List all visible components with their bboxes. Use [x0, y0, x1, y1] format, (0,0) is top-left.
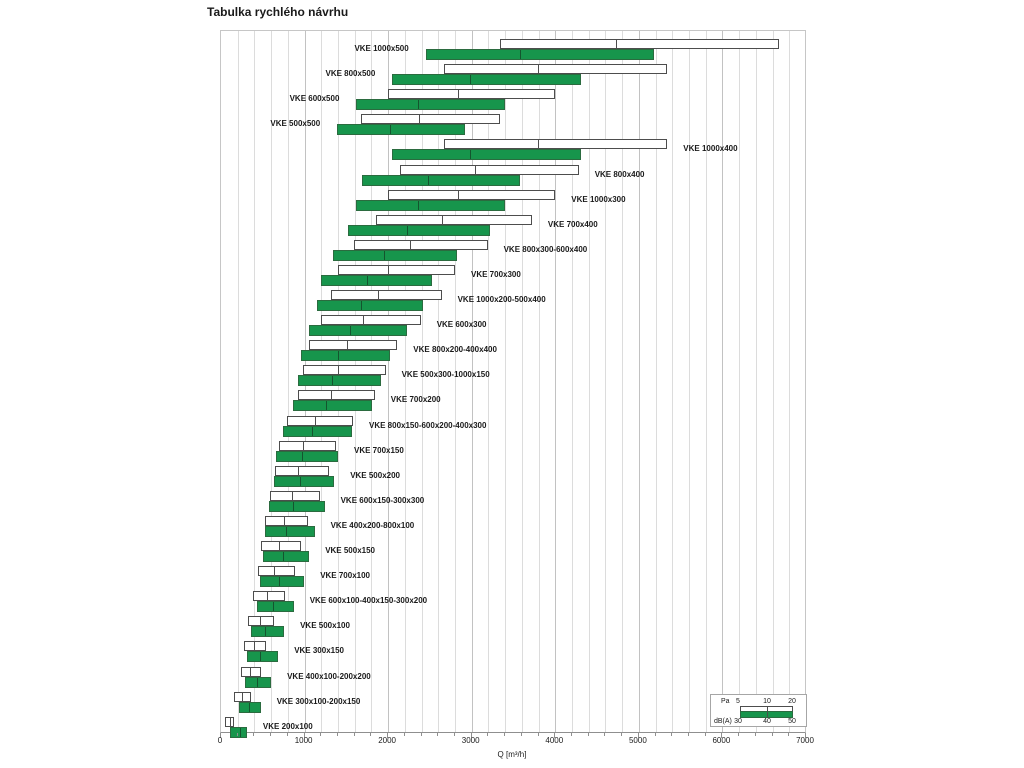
gridline-minor — [539, 31, 540, 732]
x-tick-minor — [772, 733, 773, 736]
db-bar — [333, 250, 457, 261]
x-tick-minor — [504, 733, 505, 736]
row-label: VKE 700x300 — [471, 269, 521, 279]
chart-title: Tabulka rychlého návrhu — [207, 5, 349, 19]
x-tick-minor — [253, 733, 254, 736]
legend-db-bar — [740, 711, 793, 718]
plot-area — [220, 30, 806, 733]
row-label: VKE 600x150-300x300 — [340, 495, 425, 505]
row-label: VKE 1000x200-500x400 — [457, 295, 546, 304]
x-tick-minor — [671, 733, 672, 736]
x-tick-minor — [755, 733, 756, 736]
pa-bar — [338, 265, 455, 275]
pa-bar-mid-tick — [284, 517, 285, 525]
pa-bar-mid-tick — [458, 90, 459, 98]
legend-pa-label: Pa — [721, 698, 730, 705]
x-tick-label: 0 — [217, 736, 223, 745]
legend-pa-tick-5: 5 — [736, 698, 740, 705]
pa-bar — [321, 315, 421, 325]
row-label: VKE 500x150 — [325, 546, 376, 555]
row-label: VKE 1000x300 — [571, 194, 626, 204]
pa-bar — [500, 39, 779, 49]
gridline-minor — [739, 31, 740, 732]
db-bar-mid-tick — [279, 577, 280, 586]
db-bar-mid-tick — [338, 351, 339, 360]
row-label: VKE 200x100 — [262, 721, 313, 731]
db-bar — [321, 275, 433, 286]
x-tick-label: 3000 — [461, 736, 480, 745]
pa-bar-mid-tick — [303, 442, 304, 450]
pa-bar-mid-tick — [242, 693, 243, 701]
x-tick-label: 4000 — [545, 736, 564, 745]
db-bar-mid-tick — [361, 301, 362, 310]
legend-pa-tick-20: 20 — [788, 698, 796, 705]
gridline-major — [555, 31, 556, 732]
db-bar — [317, 300, 424, 311]
db-bar — [260, 576, 304, 587]
gridline-minor — [689, 31, 690, 732]
x-tick-minor — [421, 733, 422, 736]
db-bar-mid-tick — [240, 728, 241, 737]
db-bar — [362, 175, 520, 186]
db-bar-mid-tick — [260, 652, 261, 661]
pa-bar — [244, 641, 267, 651]
row-label: VKE 700x400 — [547, 219, 598, 229]
db-bar — [274, 476, 334, 487]
db-bar-mid-tick — [286, 527, 287, 536]
db-bar — [276, 451, 338, 462]
gridline-minor — [572, 31, 573, 732]
db-bar — [265, 526, 314, 537]
pa-bar-mid-tick — [347, 341, 348, 349]
pa-bar-mid-tick — [298, 467, 299, 475]
db-bar-mid-tick — [300, 477, 301, 486]
gridline-minor — [789, 31, 790, 732]
row-label: VKE 1000x500 — [354, 44, 409, 53]
pa-bar — [265, 516, 309, 526]
legend-box — [710, 694, 807, 727]
pa-bar-mid-tick — [616, 40, 617, 48]
row-label: VKE 600x300 — [436, 320, 487, 330]
x-tick-minor — [588, 733, 589, 736]
pa-bar-mid-tick — [475, 166, 476, 174]
gridline-minor — [522, 31, 523, 732]
db-bar-mid-tick — [249, 703, 250, 712]
x-tick-label: 1000 — [294, 736, 313, 745]
pa-bar — [303, 365, 385, 375]
pa-bar-mid-tick — [363, 316, 364, 324]
row-label: VKE 300x100-200x150 — [276, 696, 361, 706]
gridline-minor — [773, 31, 774, 732]
gridline-minor — [422, 31, 423, 732]
pa-bar-mid-tick — [292, 492, 293, 500]
row-label: VKE 400x200-800x100 — [330, 520, 415, 530]
x-tick-minor — [437, 733, 438, 736]
pa-bar-mid-tick — [388, 266, 389, 274]
x-tick-label: 5000 — [628, 736, 647, 745]
x-tick-minor — [521, 733, 522, 736]
row-label: VKE 800x300-600x400 — [503, 244, 588, 254]
db-bar — [269, 501, 325, 512]
row-label: VKE 700x200 — [390, 395, 441, 405]
pa-bar-mid-tick — [279, 542, 280, 550]
pa-bar — [444, 139, 667, 149]
pa-bar — [253, 591, 285, 601]
x-tick-label: 2000 — [378, 736, 396, 745]
gridline-minor — [438, 31, 439, 732]
row-label: VKE 500x100 — [300, 621, 350, 631]
db-bar-mid-tick — [257, 678, 258, 687]
pa-bar-mid-tick — [538, 65, 539, 73]
legend-db-tick-50: 50 — [788, 718, 796, 725]
db-bar — [356, 99, 505, 110]
x-tick-minor — [270, 733, 271, 736]
legend-db-tick-40: 40 — [763, 718, 771, 725]
row-label: VKE 800x150-600x200-400x300 — [369, 420, 487, 430]
pa-bar — [376, 215, 531, 225]
db-bar-mid-tick — [350, 326, 351, 335]
pa-bar-mid-tick — [419, 115, 420, 123]
db-bar-mid-tick — [293, 502, 294, 511]
pa-bar-mid-tick — [410, 241, 411, 249]
db-bar — [251, 626, 284, 637]
db-bar-mid-tick — [332, 376, 333, 385]
db-bar — [356, 200, 505, 211]
db-bar-mid-tick — [428, 176, 429, 185]
x-tick-minor — [688, 733, 689, 736]
pa-bar — [275, 466, 329, 476]
gridline-minor — [488, 31, 489, 732]
pa-bar — [309, 340, 397, 350]
row-label: VKE 700x100 — [320, 571, 371, 581]
row-label: VKE 500x300-1000x150 — [401, 370, 490, 380]
gridline-minor — [622, 31, 623, 732]
db-bar — [293, 400, 373, 411]
pa-bar — [258, 566, 295, 576]
row-label: VKE 1000x400 — [683, 144, 738, 154]
db-bar — [298, 375, 381, 386]
db-bar-mid-tick — [418, 201, 419, 210]
db-bar — [257, 601, 294, 612]
db-bar — [301, 350, 390, 361]
pa-bar — [279, 441, 337, 451]
gridline-major — [639, 31, 640, 732]
pa-bar-mid-tick — [315, 417, 316, 425]
pa-bar — [388, 89, 555, 99]
legend-pa-tick-10: 10 — [763, 698, 771, 705]
x-tick-label: 7000 — [796, 736, 814, 745]
pa-bar-mid-tick — [250, 668, 251, 676]
db-bar — [247, 651, 278, 662]
db-bar — [426, 49, 654, 60]
db-bar — [263, 551, 309, 562]
row-label: VKE 300x150 — [294, 646, 345, 656]
pa-bar-mid-tick — [458, 191, 459, 199]
row-label: VKE 400x100-200x200 — [287, 671, 371, 681]
db-bar-mid-tick — [367, 276, 368, 285]
pa-bar-mid-tick — [254, 642, 255, 650]
pa-bar — [287, 416, 353, 426]
db-bar-mid-tick — [418, 100, 419, 109]
pa-bar-mid-tick — [230, 718, 231, 726]
db-bar — [239, 702, 261, 713]
row-label: VKE 700x150 — [354, 445, 404, 455]
row-label: VKE 800x200-400x400 — [413, 345, 497, 355]
pa-bar — [241, 667, 261, 677]
db-bar-mid-tick — [470, 150, 471, 159]
db-bar-mid-tick — [283, 552, 284, 561]
row-label: VKE 500x500 — [270, 119, 321, 129]
db-bar-mid-tick — [390, 125, 391, 134]
x-axis-title: Q [m³/h] — [497, 750, 527, 759]
pa-bar — [234, 692, 252, 702]
pa-bar — [444, 64, 667, 74]
gridline-minor — [405, 31, 406, 732]
pa-bar — [331, 290, 441, 300]
legend-db-tick-30: 30 — [734, 718, 742, 725]
x-tick-minor — [354, 733, 355, 736]
db-bar — [309, 325, 407, 336]
pa-bar-mid-tick — [338, 366, 339, 374]
db-bar — [245, 677, 271, 688]
pa-bar-mid-tick — [442, 216, 443, 224]
gridline-minor — [288, 31, 289, 732]
pa-bar — [298, 390, 375, 400]
db-bar-mid-tick — [407, 226, 408, 235]
gridline-major — [722, 31, 723, 732]
db-bar — [392, 149, 581, 160]
db-bar — [392, 74, 581, 85]
db-bar-mid-tick — [326, 401, 327, 410]
row-label: VKE 800x500 — [325, 69, 376, 79]
db-bar-mid-tick — [265, 627, 266, 636]
gridline-minor — [605, 31, 606, 732]
pa-bar-mid-tick — [274, 567, 275, 575]
legend-db-label: dB(A) — [714, 718, 732, 725]
db-bar-mid-tick — [384, 251, 385, 260]
db-bar — [337, 124, 465, 135]
pa-bar-mid-tick — [267, 592, 268, 600]
db-bar-mid-tick — [312, 427, 313, 436]
pa-bar — [248, 616, 275, 626]
pa-bar — [225, 717, 234, 727]
pa-bar — [261, 541, 301, 551]
pa-bar — [354, 240, 487, 250]
pa-bar — [361, 114, 501, 124]
gridline-minor — [706, 31, 707, 732]
gridline-minor — [589, 31, 590, 732]
db-bar-mid-tick — [302, 452, 303, 461]
db-bar-mid-tick — [273, 602, 274, 611]
pa-bar — [388, 190, 555, 200]
x-tick-minor — [604, 733, 605, 736]
gridline-minor — [656, 31, 657, 732]
gridline-minor — [455, 31, 456, 732]
db-bar — [283, 426, 352, 437]
row-label: VKE 600x500 — [289, 94, 340, 104]
row-label: VKE 500x200 — [350, 470, 401, 480]
db-bar — [348, 225, 490, 236]
pa-bar-mid-tick — [260, 617, 261, 625]
db-bar-mid-tick — [470, 75, 471, 84]
pa-bar — [270, 491, 319, 501]
gridline-minor — [505, 31, 506, 732]
gridline-minor — [756, 31, 757, 732]
x-tick-minor — [337, 733, 338, 736]
gridline-minor — [672, 31, 673, 732]
gridline-major — [388, 31, 389, 732]
row-label: VKE 800x400 — [594, 169, 645, 179]
gridline-minor — [238, 31, 239, 732]
x-tick-label: 6000 — [712, 736, 731, 745]
pa-bar-mid-tick — [538, 140, 539, 148]
legend-db-bar-tick — [767, 712, 768, 717]
row-label: VKE 600x100-400x150-300x200 — [309, 596, 428, 606]
db-bar-mid-tick — [520, 50, 521, 59]
gridline-major — [472, 31, 473, 732]
pa-bar — [400, 165, 579, 175]
pa-bar-mid-tick — [331, 391, 332, 399]
pa-bar-mid-tick — [378, 291, 379, 299]
